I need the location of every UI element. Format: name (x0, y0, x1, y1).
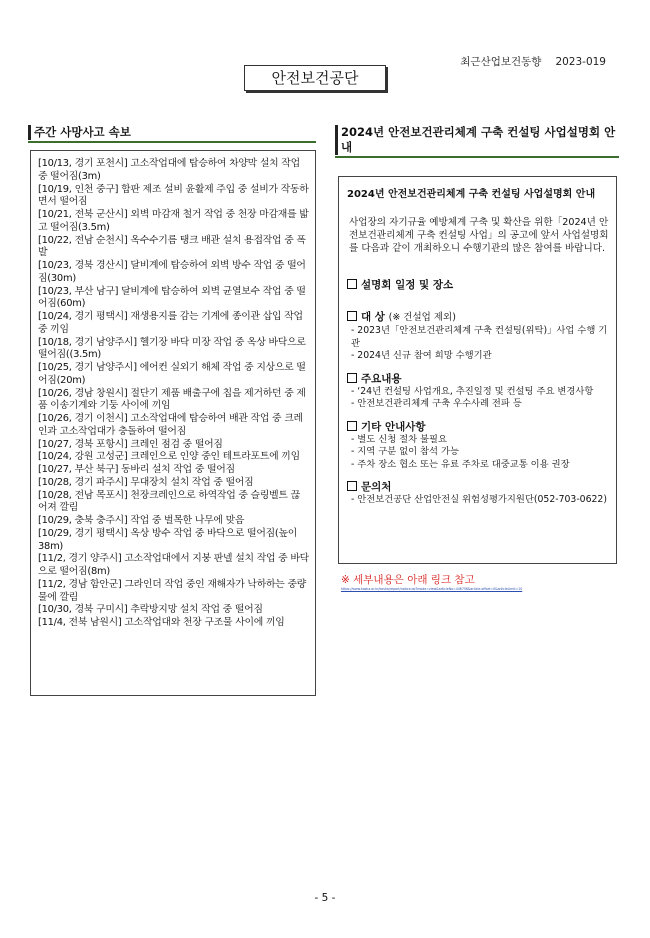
section-divider (335, 156, 619, 158)
accident-item: [10/19, 인천 중구] 합판 제조 설비 윤활제 주입 중 설비가 작동하면서 떨어짐 (38, 183, 309, 208)
heading-bar (335, 125, 338, 155)
checkbox-icon (347, 421, 357, 431)
schedule-heading: 설명회 일정 및 장소 (347, 278, 610, 292)
accident-item: [10/24, 경기 평택시] 재생용지를 감는 기계에 종이관 삽입 작업 중 끼임 (38, 311, 303, 335)
publication-name: 최근산업보건동향 (460, 56, 542, 68)
info-intro: 사업장의 자기규율 예방체계 구축 및 확산을 위한「2024년 안전보건관리체계 구축 컨설팅 사업」의 공고에 앞서 사업설명회를 다음과 같이 개최하오니 수행기관의 많은 참여를 바랍니다. (349, 217, 609, 254)
page-number: - 5 - (314, 892, 336, 904)
accident-item: [10/29, 충북 충주시] 작업 중 벌목한 나무에 맞음 (38, 515, 245, 526)
reference-note: ※ 세부내용은 아래 링크 참고 (341, 574, 475, 586)
contact-heading: 문의처 (347, 480, 610, 494)
section-heading-text: 2024년 안전보건관리체계 구축 컨설팅 사업설명회 안내 (341, 125, 616, 154)
org-title: 안전보건공단 (244, 65, 386, 91)
accident-item: [10/22, 전남 순천시] 옥수수기름 탱크 배관 설치 용접작업 중 폭발 (38, 234, 306, 259)
section-heading-weekly-accidents (34, 125, 316, 140)
checkbox-icon (347, 279, 357, 289)
target-line: - 2024년 신규 참여 희망 수행기관 (351, 350, 492, 361)
etc-heading: 기타 안내사항 (347, 420, 610, 434)
accident-item: [10/29, 경기 평택시] 옥상 방수 작업 중 바닥으로 떨어짐(높이 38m) (38, 527, 298, 552)
page-header (446, 54, 606, 69)
etc-line: - 주차 장소 협소 또는 유료 주차로 대중교통 이용 권장 (351, 458, 570, 470)
accident-item: [10/24, 강원 고성군] 크레인으로 인양 중인 테트라포트에 끼임 (38, 451, 300, 463)
accident-item: [10/27, 경북 포항시] 크레인 점검 중 떨어짐 (38, 438, 223, 450)
accident-item: [10/30, 경북 구미시] 추락방지망 설치 작업 중 떨어짐 (38, 604, 263, 616)
target-note: (※ 건설업 제외) (388, 312, 456, 323)
section-heading-consulting (341, 125, 619, 155)
contact-line: - 안전보건공단 산업안전실 위험성평가지원단(052-703-0622) (351, 494, 607, 505)
etc-line: - 별도 신청 절차 불필요 (351, 433, 448, 445)
checkbox-icon (347, 373, 357, 383)
accident-item: [10/13, 경기 포천시] 고소작업대에 탑승하여 차양막 설치 작업 중 떨어짐(3m) (38, 158, 300, 182)
etc-line: - 지역 구분 없이 참석 가능 (351, 446, 459, 457)
issue-number: 2023-019 (555, 56, 606, 68)
checkbox-icon (347, 481, 357, 491)
info-box-title: 2024년 안전보건관리체계 구축 컨설팅 사업설명회 안내 (347, 189, 596, 200)
accident-item: [10/23, 경북 경산시] 달비계에 탑승하여 외벽 방수 작업 중 떨어짐(30m) (38, 260, 306, 284)
accident-item: [11/2, 경남 함안군] 그라인더 작업 중인 재해자가 낙하하는 중량물에 깔림 (38, 578, 307, 603)
accident-item: [10/18, 경기 남양주시] 헬기장 바닥 미장 작업 중 옥상 바닥으로 떨어짐((3.5m) (38, 336, 306, 361)
consulting-info-box (338, 176, 617, 564)
target-line: - 2023년「안전보건관리체계 구축 컨설팅(위탁)」사업 수행 기관 (351, 325, 608, 349)
section-divider (28, 141, 316, 143)
checkbox-icon (347, 311, 357, 321)
accident-item: [10/25, 경기 남양주시] 에어컨 실외기 해체 작업 중 지상으로 떨어짐(20m) (38, 362, 306, 386)
accident-item: [11/4, 전북 남원시] 고소작업대와 천장 구조물 사이에 끼임 (38, 617, 285, 628)
accident-item: [10/28, 경기 파주시] 무대장치 설치 작업 중 떨어짐 (38, 476, 254, 488)
accident-item: [10/26, 경기 이천시] 고소작업대에 탑승하여 배관 작업 중 크레인과 고소작업대가 충돌하여 떨어짐 (38, 413, 303, 437)
content-line: - ‘24년 컨설팅 사업개요, 추진일정 및 컨설팅 주요 변경사항 (351, 385, 594, 397)
section-heading-text: 주간 사망사고 속보 (34, 125, 131, 139)
accident-item: [10/28, 전남 목포시] 천장크레인으로 하역작업 중 슬링벨트 끊어져 깔림 (38, 489, 300, 514)
content-heading: 주요내용 (347, 372, 610, 386)
reference-link[interactable]: https://www.kosha.or.kr/kosha/report/notice.do?mode=view&articleNo=446756&article.offset=0&articleLimit=10 (341, 587, 523, 591)
heading-bar (28, 125, 31, 140)
accident-item: [10/27, 부산 북구] 동바리 설치 작업 중 떨어짐 (38, 464, 235, 475)
accident-item: [11/2, 경기 양주시] 고소작업대에서 지붕 판넬 설치 작업 중 바닥으로 떨어짐(8m) (38, 553, 309, 577)
accident-item: [10/23, 부산 남구] 달비계에 탑승하여 외벽 균열보수 작업 중 떨어짐(60m) (38, 285, 306, 310)
accident-item: [10/26, 경남 창원시] 절단기 제품 배출구에 칩을 제거하던 중 제품 이송기계와 기둥 사이에 끼임 (38, 387, 306, 412)
accident-item: [10/21, 전북 군산시] 외벽 마감재 철거 작업 중 천장 마감재를 밟고 떨어짐(3.5m) (38, 209, 309, 233)
target-heading: 대 상 (※ 건설업 제외) (347, 310, 610, 325)
content-line: - 안전보건관리체계 구축 우수사례 전파 등 (351, 398, 522, 409)
accident-news-box (30, 150, 316, 696)
